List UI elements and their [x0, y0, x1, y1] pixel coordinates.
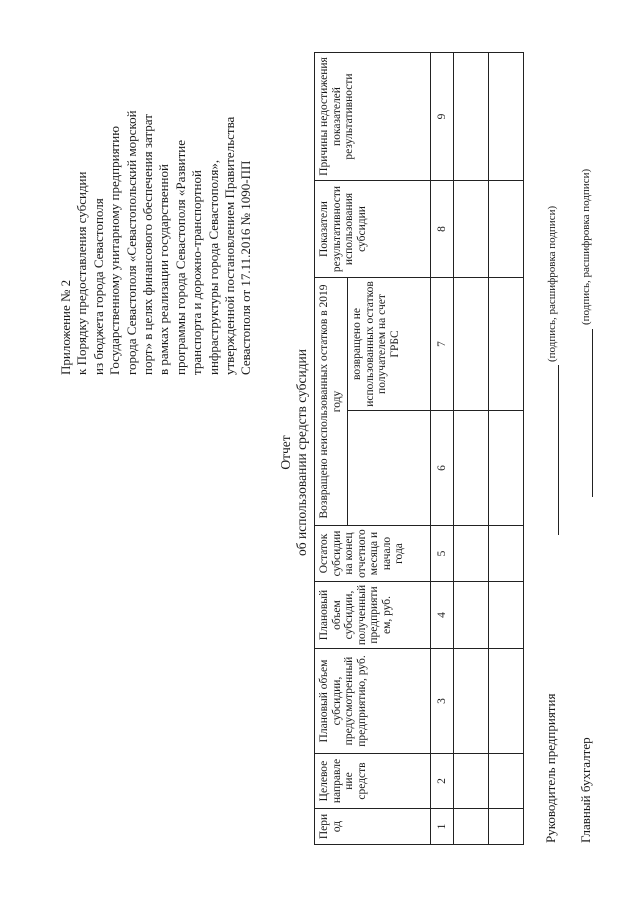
header-indicators: Показатели результативности использования субсидии — [315, 181, 431, 278]
empty-cell — [489, 53, 524, 181]
annex-line: из бюджета города Севастополя — [90, 198, 106, 375]
report-title: Отчет — [278, 435, 293, 470]
column-number: 3 — [431, 649, 454, 754]
column-number: 9 — [431, 53, 454, 181]
annex-line: Севастополя от 17.11.2016 № 1090-ПП — [238, 160, 254, 375]
empty-cell — [489, 411, 524, 526]
empty-cell — [454, 53, 489, 181]
column-number: 7 — [431, 278, 454, 411]
empty-cell — [454, 411, 489, 526]
header-returned-group: Возвращено неиспользованных остатков в 2019 году — [315, 278, 348, 526]
column-number: 4 — [431, 582, 454, 649]
column-number: 1 — [431, 809, 454, 845]
column-number: 8 — [431, 181, 454, 278]
annex-line: инфраструктуры города Севастополя», — [205, 159, 221, 375]
director-signature-line — [558, 365, 559, 535]
empty-cell — [489, 809, 524, 845]
annex-line: утвержденной постановлением Правительства — [222, 116, 238, 375]
report-subtitle: об использовании средств субсидии — [294, 349, 309, 556]
column-number: 5 — [431, 526, 454, 582]
header-returned-sub-blank — [348, 411, 431, 526]
annex-header — [58, 0, 255, 375]
empty-data-row — [454, 53, 489, 845]
header-row — [315, 53, 348, 845]
accountant-signature-caption: (подпись, расшифровка подписи) — [580, 168, 592, 325]
accountant-label: Главный бухгалтер — [578, 737, 593, 843]
header-period: Период — [315, 809, 431, 845]
empty-cell — [454, 649, 489, 754]
report-title-block — [278, 0, 310, 905]
empty-cell — [489, 181, 524, 278]
column-number-row — [431, 53, 454, 845]
empty-cell — [489, 649, 524, 754]
header-received-volume: Плановый объем субсидии, полученный предприятием, руб. — [315, 582, 431, 649]
empty-cell — [489, 526, 524, 582]
header-purpose: Целевое направление средств — [315, 754, 431, 809]
annex-line: в рамках реализации государственной — [156, 164, 172, 375]
empty-cell — [454, 278, 489, 411]
header-returned-sub-grbs: возвращено не использованных остатков получателем на счет ГРБС — [348, 278, 431, 411]
column-number: 2 — [431, 754, 454, 809]
empty-cell — [489, 582, 524, 649]
annex-line: города Севастополя «Севастопольский морской — [123, 110, 139, 375]
empty-cell — [454, 809, 489, 845]
empty-cell — [454, 582, 489, 649]
empty-data-row — [489, 53, 524, 845]
header-balance: Остаток субсидии на конец отчетного месяца и начало года — [315, 526, 431, 582]
empty-cell — [489, 754, 524, 809]
annex-line: Приложение № 2 — [58, 279, 73, 375]
annex-line: Государственному унитарному предприятию — [107, 126, 123, 375]
empty-cell — [454, 181, 489, 278]
empty-cell — [489, 278, 524, 411]
column-number: 6 — [431, 411, 454, 526]
annex-line: транспорта и дорожно-транспортной — [189, 170, 205, 375]
director-label: Руководитель предприятия — [543, 693, 558, 843]
director-signature-caption: (подпись, расшифровка подписи) — [546, 205, 558, 362]
empty-cell — [454, 526, 489, 582]
empty-cell — [454, 754, 489, 809]
accountant-signature-line — [592, 329, 593, 497]
annex-line: порт» в целях финансового обеспечения затрат — [140, 114, 156, 375]
annex-line: к Порядку предоставления субсидии — [74, 171, 90, 375]
subsidy-report-table — [314, 52, 524, 845]
annex-line: программы города Севастополя «Развитие — [172, 139, 188, 375]
header-planned-volume: Плановый объем субсидии, предусмотренный предприятию, руб. — [315, 649, 431, 754]
header-reasons: Причины недостижения показателей результативности — [315, 53, 431, 181]
